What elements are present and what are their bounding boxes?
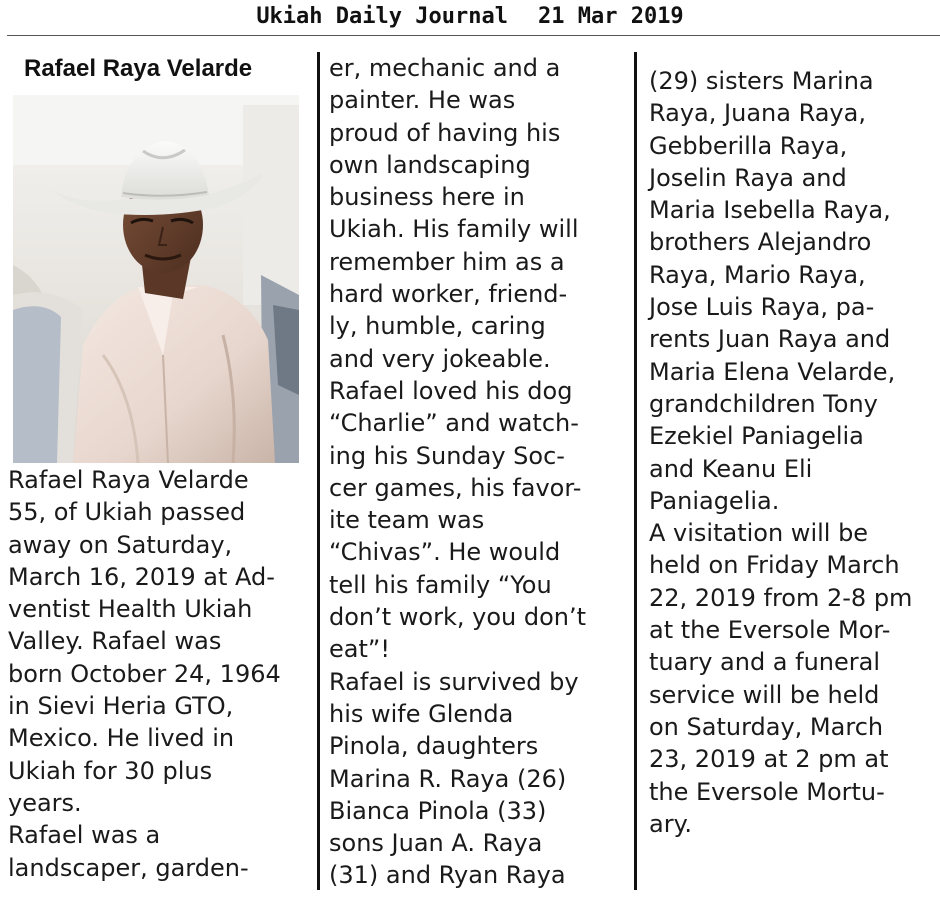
column-divider <box>317 52 320 890</box>
text-line: Gebberilla Raya, <box>649 131 848 160</box>
text-line: the Eversole Mortu- <box>649 777 885 806</box>
text-line: Rafael is survived by <box>329 667 579 696</box>
column-divider <box>634 52 637 890</box>
text-line: (31) and Ryan Raya <box>329 861 566 890</box>
text-line: Rafael loved his dog <box>329 376 573 405</box>
text-line: ite team was <box>329 506 485 535</box>
text-line: Raya, Juana Raya, <box>649 99 866 128</box>
text-line: “Charlie” and watch- <box>329 409 579 438</box>
text-line: ing his Sunday Soc- <box>329 441 565 470</box>
text-line: ly, humble, caring <box>329 312 546 341</box>
text-line: service will be held <box>649 680 880 709</box>
text-line: Maria Elena Velarde, <box>649 357 896 386</box>
text-line: on Saturday, March <box>649 712 884 741</box>
text-line: Ukiah for 30 plus <box>8 756 213 785</box>
text-line: Raya, Mario Raya, <box>649 260 866 289</box>
text-line: tuary and a funeral <box>649 648 881 677</box>
text-line: proud of having his <box>329 118 561 147</box>
text-line: his wife Glenda <box>329 699 514 728</box>
text-line: March 16, 2019 at Ad- <box>8 562 275 591</box>
text-line: Ezekiel Paniagelia <box>649 422 864 451</box>
text-line: landscaper, garden- <box>8 853 249 882</box>
text-line: brothers Alejandro <box>649 228 872 257</box>
text-line: remember him as a <box>329 247 565 276</box>
text-line: rents Juan Raya and <box>649 325 891 354</box>
text-line: grandchildren Tony <box>649 389 878 418</box>
text-line: “Chivas”. He would <box>329 538 561 567</box>
masthead-rule <box>7 35 940 36</box>
text-line: er, mechanic and a <box>329 54 561 82</box>
text-line: eat”! <box>329 635 390 664</box>
text-line: Mexico. He lived in <box>8 724 235 753</box>
text-line: Marina R. Raya (26) <box>329 764 567 793</box>
text-line: Rafael Raya Velarde <box>8 466 249 494</box>
text-line: Jose Luis Raya, pa- <box>649 293 875 322</box>
text-line: painter. He was <box>329 86 516 115</box>
text-line: at the Eversole Mor- <box>649 616 891 645</box>
text-line: years. <box>8 788 82 817</box>
publication-date: 21 Mar 2019 <box>537 4 684 29</box>
text-line: don’t work, you don’t <box>329 603 587 632</box>
portrait-photo <box>13 95 299 463</box>
masthead <box>0 0 940 34</box>
text-line: and very jokeable. <box>329 344 551 373</box>
text-line: held on Friday March <box>649 551 900 580</box>
obituary-column-1 <box>8 464 308 884</box>
text-line: business here in <box>329 183 525 212</box>
text-line: 55, of Ukiah passed <box>8 498 246 527</box>
text-line: Pinola, daughters <box>329 732 539 761</box>
text-line: hard worker, friend- <box>329 280 568 309</box>
text-line: (29) sisters Marina <box>649 67 874 95</box>
text-line: sons Juan A. Raya <box>329 829 543 858</box>
text-line: and Keanu Eli <box>649 454 813 483</box>
text-line: Joselin Raya and <box>649 163 847 192</box>
text-line: in Sievi Heria GTO, <box>8 692 234 721</box>
text-line: cer games, his favor- <box>329 473 582 502</box>
text-line: Rafael was a <box>8 821 161 850</box>
text-line: Paniagelia. <box>649 486 780 515</box>
text-line: own landscaping <box>329 150 531 179</box>
text-line: away on Saturday, <box>8 530 233 559</box>
text-line: Valley. Rafael was <box>8 627 222 656</box>
text-line: born October 24, 1964 <box>8 659 281 688</box>
publication-name: Ukiah Daily Journal <box>256 4 508 29</box>
text-line: Bianca Pinola (33) <box>329 796 547 825</box>
text-line: ventist Health Ukiah <box>8 595 253 624</box>
obituary-column-2 <box>329 52 629 892</box>
obituary-headline: Rafael Raya Velarde <box>24 55 253 82</box>
text-line: 23, 2019 at 2 pm at <box>649 745 889 774</box>
text-line: Maria Isebella Raya, <box>649 196 891 225</box>
text-line: A visitation will be <box>649 519 869 548</box>
text-line: 22, 2019 from 2-8 pm <box>649 583 913 612</box>
text-line: tell his family “You <box>329 570 552 599</box>
obituary-column-3 <box>649 65 939 840</box>
text-line: ary. <box>649 809 692 838</box>
text-line: Ukiah. His family will <box>329 215 579 244</box>
